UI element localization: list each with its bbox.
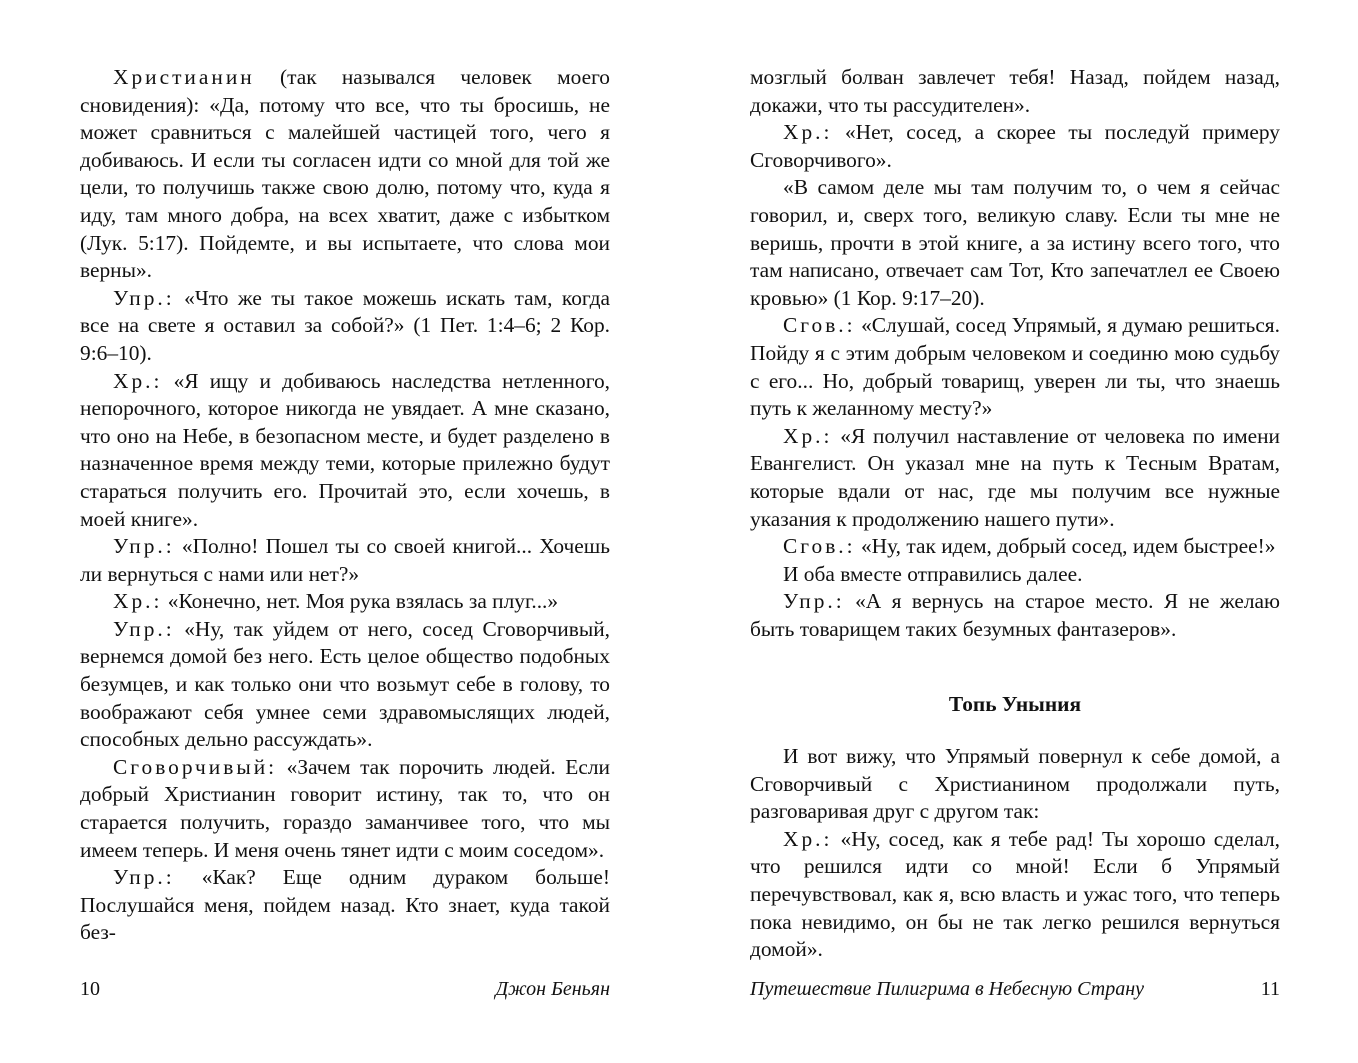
paragraph-text: «Конечно, нет. Моя рука взялась за плуг...»: [162, 589, 559, 614]
paragraph: [750, 312, 1280, 422]
paragraph-text: «Я получил наставление от человека по имени Евангелист. Он указал мне на путь к Тесным Вратам, которые вдали от нас, где мы получим все нужные указания к продолжению нашего пути».: [750, 423, 1280, 531]
paragraph: [80, 64, 610, 285]
paragraph-text: «Полно! Пошел ты со своей книгой... Хочешь ли вернуться с нами или нет?»: [80, 534, 610, 586]
paragraph-text: «Что же ты такое можешь искать там, когда все на свете я оставил за собой?» (1 Пет. 1:4–6; 2 Кор. 9:6–10).: [80, 285, 610, 365]
paragraph-text: «А я вернусь на старое место. Я не желаю быть товарищем таких безумных фантазеров».: [750, 589, 1280, 641]
paragraph: [80, 533, 610, 588]
paragraph: [750, 588, 1280, 643]
paragraph: [750, 533, 1280, 561]
paragraph: [80, 285, 610, 368]
paragraph: [750, 561, 1280, 589]
paragraph: [750, 119, 1280, 174]
paragraph: [80, 588, 610, 616]
paragraph: [750, 174, 1280, 312]
paragraph-text: «Ну, так идем, добрый сосед, идем быстрее!»: [855, 534, 1276, 559]
paragraph: [750, 423, 1280, 533]
speaker-name: Хр.:: [113, 589, 163, 614]
running-footer: Джон Беньян: [495, 978, 610, 1000]
section-heading: Топь Уныния: [948, 692, 1082, 717]
paragraph-text: «Я ищу и добиваюсь наследства нетленного, непорочного, которое никогда не увядает. А мне сказано, что оно на Небе, в безопасном месте, и будет разделено в назначенное время между теми, которые прилежно будут стараться получить его. Прочитай это, если хочешь, в моей книге».: [80, 368, 610, 531]
paragraph-text: «Ну, сосед, как я тебе рад! Ты хорошо сделал, что решился идти со мной! Если б Упрямый перечувствовал, как я, всю власть и ужас того, что теперь пока невидимо, он бы не так легко решился вернуться домой».: [750, 826, 1280, 962]
paragraph-text: И оба вместе отправились далее.: [783, 561, 1083, 586]
paragraph: [750, 826, 1280, 964]
paragraph: [80, 368, 610, 534]
page-number: 10: [80, 978, 100, 1000]
speaker-name: Упр.:: [113, 285, 175, 310]
paragraph-text: (так назывался человек моего сновидения): «Да, потому что все, что ты бросишь, не может сравниться с малейшей частицей того, чего я добиваюсь. И если ты согласен идти со мной для той же цели, то получишь также свою долю, потому что, куда я иду, там много добра, на всех хватит, даже с избытком (Лук. 5:17). Пойдемте, и вы испытаете, что слова мои верны».: [80, 65, 610, 283]
speaker-name: Упр.:: [113, 534, 175, 559]
speaker-name: Хр.:: [783, 423, 833, 448]
right-page-footer: [750, 976, 1280, 1002]
paragraph: [750, 64, 1280, 119]
paragraph-text: «Слушай, сосед Упрямый, я думаю решиться. Пойду я с этим добрым человеком и соединю мою судьбу с его... Но, добрый товарищ, уверен ли ты, что знаешь путь к желанному месту?»: [750, 313, 1280, 421]
page-number: 11: [1260, 978, 1280, 1000]
speaker-name: Сговорчивый:: [113, 754, 278, 779]
speaker-name: Упр.:: [783, 589, 845, 614]
paragraph-text: «Нет, сосед, а скорее ты последуй примеру Сговорчивого».: [750, 120, 1280, 172]
left-page: [80, 64, 610, 947]
speaker-name: Хр.:: [783, 120, 833, 145]
speaker-name: Хр.:: [783, 826, 833, 851]
paragraph-text: И вот вижу, что Упрямый повернул к себе домой, а Сговорчивый с Христианином продолжали путь, разговаривая друг с другом так:: [750, 744, 1280, 824]
paragraph: [750, 743, 1280, 826]
paragraph-text: «В самом деле мы там получим то, о чем я сейчас говорил, и, сверх того, великую славу. Если ты мне не веришь, прочти в этой книге, а за истину всего того, что там написано, отвечает сам Тот, Кто запечатлел ее Своею кровью» (1 Кор. 9:17–20).: [750, 175, 1280, 310]
paragraph: [80, 864, 610, 947]
paragraph-text: «Как? Еще одним дураком больше! Послушайся меня, пойдем назад. Кто знает, куда такой без-: [80, 865, 610, 945]
paragraph-text: мозглый болван завлечет тебя! Назад, пойдем назад, докажи, что ты рассудителен».: [750, 65, 1280, 117]
running-footer: Путешествие Пилигрима в Небесную Страну: [750, 978, 1145, 1000]
paragraph-text: «Ну, так уйдем от него, сосед Сговорчивый, вернемся домой без него. Есть целое общество подобных безумцев, и как только они что возьмут себе в голову, то воображают себя умнее семи здравомыслящих людей, способных дельно рассуждать».: [80, 616, 610, 752]
paragraph-text: «Зачем так порочить людей. Если добрый Христианин говорит истину, так то, что он старается получить, гораздо заманчивее того, что мы имеем теперь. И меня очень тянет идти с моим соседом».: [80, 754, 610, 862]
left-page-footer: [80, 976, 610, 1002]
speaker-name: Сгов.:: [783, 534, 856, 559]
speaker-name: Упр.:: [113, 865, 175, 890]
speaker-name: Христианин: [113, 65, 255, 89]
paragraph: [80, 754, 610, 864]
paragraph: [80, 616, 610, 754]
speaker-name: Хр.:: [113, 368, 163, 393]
speaker-name: Упр.:: [113, 616, 175, 641]
speaker-name: Сгов.:: [783, 313, 856, 338]
right-page: [750, 64, 1280, 964]
